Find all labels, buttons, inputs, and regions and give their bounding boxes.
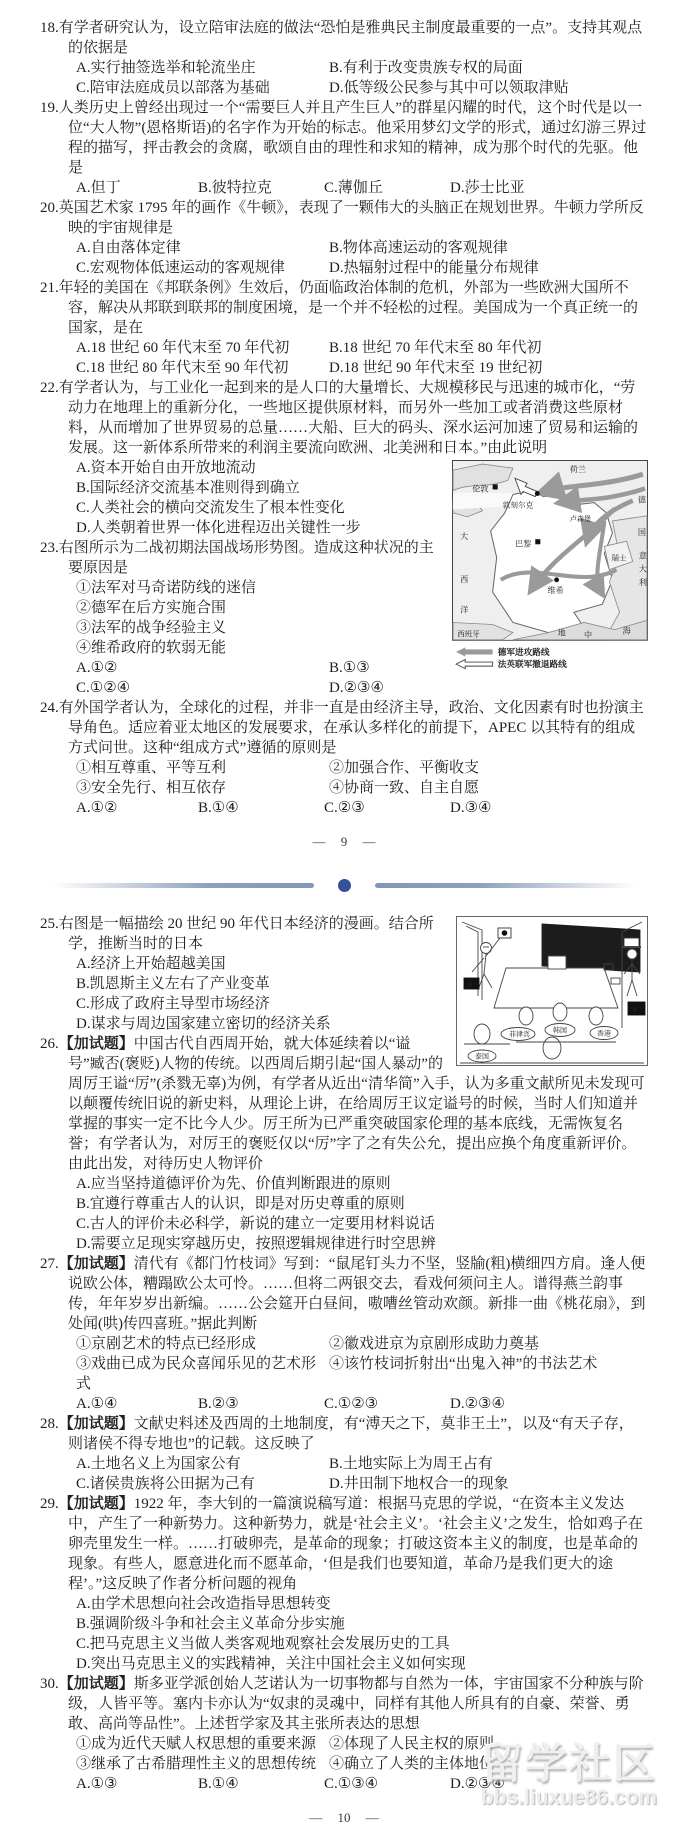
subitem-4: ④维希政府的软弱无能: [76, 640, 227, 656]
question-stem: 清代有《都门竹枝词》写到：“鼠尾钉头力不坚，竖牏(粗)横细四方肩。逢人便说欧公体，糟蹋欧公太可怜。……但将二两银交去，看戏何须问主人。谱得燕兰韵事传，年年岁岁出新编。……公会筵开白昼间，嗷嘈丝管动欢颜。新排一曲《桃花扇》，到处闻(哄)传四喜班。”据此判断: [68, 1256, 646, 1332]
question-27: [40, 1254, 648, 1414]
option-d: D.低等级公民参与其中可以领取津贴: [329, 80, 569, 96]
subitem-1: ①法军对马奇诺防线的迷信: [76, 580, 257, 596]
option-c: C.薄伽丘: [324, 180, 383, 196]
question-stem: 人类历史上曾经出现过一个“需要巨人并且产生巨人”的群星闪耀的时代，这个时代是以一位“大人物”(恩格斯语)的名字作为开始的标志。他采用梦幻文学的形式，通过幻游三界过程的描写，抨击教会的贪腐，歌颂自由的理性和求知的精神，成为那个时代的先驱。他是: [58, 100, 647, 176]
subitem-3: ③法军的战争经验主义: [76, 620, 227, 636]
answer-d: D.②③④: [450, 1396, 505, 1412]
question-22-head: [40, 378, 648, 458]
question-19-head: [40, 98, 648, 178]
answers-row: [40, 1774, 648, 1794]
answer-b: B.②③: [198, 1396, 239, 1412]
page-number-9: — 9 —: [312, 834, 376, 849]
subitem-2: ②德军在后方实施合围: [76, 600, 227, 616]
option-d: D.18 世纪 90 年代末至 19 世纪初: [329, 360, 543, 376]
subitem-2: ②体现了人民主权的原则: [329, 1736, 495, 1752]
watermark-logo: 留学社区: [480, 1740, 657, 1787]
subitem-2: ②加强合作、平衡收支: [329, 760, 480, 776]
economy-cartoon-figure: [456, 916, 648, 1066]
answer-c: C.①③④: [324, 1776, 379, 1792]
subitems-row: [40, 758, 648, 778]
map-label-med-1: 地: [557, 628, 566, 638]
question-21-head: [40, 278, 648, 338]
option-d: D.井田制下地权合一的现象: [329, 1476, 509, 1492]
question-stem: 中国古代自西周开始，就大体延续着以“谥号”臧否(褒贬)人物的传统。以西周后期引起“国人暴动”的周厉王谥“厉”(杀戮无辜)为例，有学者从近出“清华简”入手，认为多重文献所见未发现可以颠覆传统旧说的新史料，从理论上讲，在给周厉王议定谥号的时候，当时人们知道并掌握的事实一定不比今人少。厉王所为已严重突破国家伦理的基本底线，无需恢复名誉；有学者认为，对厉王的褒贬仅以“厉”字了之有失公允，提出应换个角度重新评价。由此出发，对待历史人物评价: [68, 1036, 645, 1172]
question-number: 30.: [40, 1676, 59, 1692]
question-21: [40, 278, 648, 378]
watermark-url: bbs.liuxue86.com: [480, 1786, 658, 1809]
options-row: [40, 1454, 648, 1474]
question-number: 20.: [40, 200, 59, 216]
option-d: D.突出马克思主义的实践精神，关注中国社会主义如何实现: [76, 1656, 466, 1672]
options-row: [40, 258, 648, 278]
question-19: [40, 98, 648, 198]
option-d: D.谋求与周边国家建立密切的经济关系: [76, 1016, 331, 1032]
options-row: [40, 338, 648, 358]
subitem-1: ①相互尊重、平等互利: [76, 760, 227, 776]
options-row: [40, 358, 648, 378]
subitem-1: ①京剧艺术的特点已经形成: [76, 1336, 257, 1352]
option-c: C.18 世纪 80 年代末至 90 年代初: [76, 360, 289, 376]
answer-b: B.①③: [329, 660, 370, 676]
map-label-italy-3: 利: [638, 577, 647, 587]
legend-attack-label: 德军进攻路线: [497, 646, 550, 657]
student-tag-thailand: 泰国: [475, 1052, 489, 1061]
map-label-switzerland: 瑞士: [611, 553, 627, 563]
option-a: A.自由落体定律: [76, 240, 181, 256]
question-30: [40, 1674, 648, 1794]
extra-question-tag: 【加试题】: [58, 1256, 134, 1272]
question-30-head: [40, 1674, 648, 1734]
option-b: B.强调阶级斗争和社会主义革命分步实施: [76, 1616, 345, 1632]
question-20-head: [40, 198, 648, 238]
answer-b: B.①④: [198, 1776, 239, 1792]
option-b: B.国际经济交流基本准则得到确立: [76, 480, 300, 496]
subitem-4: ④该竹枝词折射出“出鬼入神”的书法艺术: [329, 1356, 598, 1372]
map-label-germany-2: 国: [637, 528, 646, 538]
answers-row: [40, 798, 648, 818]
answer-d: D.②③④: [329, 680, 384, 696]
question-number: 22.: [40, 380, 59, 396]
option-a: A.经济上开始超越美国: [76, 956, 226, 972]
divider-line-right: [375, 883, 637, 888]
question-number: 29.: [40, 1496, 59, 1512]
question-stem: 斯多亚学派创始人芝诺认为一切事物都与自然为一体，宇宙国家不分种族与阶级，人皆平等。塞内卡亦认为“奴隶的灵魂中，同样有其他人所具有的自豪、荣誉、勇敢、高尚等品性”。上述哲学家及其主张所表达的思想: [68, 1676, 644, 1732]
option-a: A.资本开始自由开放地流动: [76, 460, 256, 476]
question-20: [40, 198, 648, 278]
answer-c: C.①②③: [324, 1396, 379, 1412]
map-label-vichy: 维希: [547, 586, 564, 596]
battle-map-figure: [452, 460, 648, 671]
map-label-paris: 巴黎: [514, 539, 532, 549]
option-a: A.土地名义上为国家公有: [76, 1456, 241, 1472]
question-24-head: [40, 698, 648, 758]
map-label-london: 伦敦: [472, 484, 489, 494]
answer-a: A.①③: [76, 1776, 118, 1792]
money-bag-dollar-icon: $: [468, 980, 472, 989]
options-row: [40, 238, 648, 258]
subitems-row: [40, 1334, 648, 1354]
extra-question-tag: 【加试题】: [58, 1416, 134, 1432]
option-b: B.彼特拉克: [198, 180, 272, 196]
subitems-row: [40, 1354, 648, 1394]
map-label-atlantic-1: 大: [460, 532, 469, 542]
option-b: B.凯恩斯主义左右了产业变革: [76, 976, 270, 992]
extra-question-tag: 【加试题】: [58, 1036, 134, 1052]
subitem-4: ④协商一致、自主自愿: [329, 780, 480, 796]
option-d: D.需要立足现实穿越历史，按照逻辑规律进行时空思辨: [76, 1236, 436, 1252]
map-label-atlantic-3: 洋: [460, 605, 469, 615]
option-c: C.古人的评价未必科学，新说的建立一定要用材料说话: [76, 1216, 435, 1232]
option-c: C.人类社会的横向交流发生了根本性变化: [76, 500, 345, 516]
economy-cartoon: [456, 916, 648, 1066]
question-stem: 有学者认为，与工业化一起到来的是人口的大量增长、大规模移民与迅速的城市化，“劳动力在地理上的重新分化，一些地区提供原材料，而另外一些加工或者消费这些原材料，从而增加了世界贸易的总量……大船、巨大的码头、深水运河加速了贸易和运输的发展。这一新体系所带来的利润主要流向欧洲、北美洲和日本。”由此说明: [58, 380, 639, 456]
option-c: C.形成了政府主导型市场经济: [76, 996, 270, 1012]
question-stem: 文献史料述及西周的土地制度，有“溥天之下，莫非王土”，以及“有天子存，则诸侯不得专地也”的记载。这反映了: [68, 1416, 634, 1452]
divider-dot-icon: [338, 879, 351, 892]
question-number: 18.: [40, 20, 59, 36]
question-stem: 有学者研究认为，设立陪审法庭的做法“恐怕是雅典民主制度最重要的一点”。支持其观点的依据是: [58, 20, 643, 56]
map-label-med-3: 海: [622, 626, 631, 636]
question-28-head: [40, 1414, 648, 1454]
map-label-med-2: 中: [584, 630, 593, 640]
question-18: [40, 18, 648, 98]
question-29-head: [40, 1494, 648, 1594]
options-row: [40, 1474, 648, 1494]
map-label-netherlands: 荷兰: [569, 465, 587, 475]
subitems-row: [40, 778, 648, 798]
answer-c: C.②③: [324, 800, 365, 816]
map-label-germany-1: 德: [637, 495, 646, 505]
subitem-2: ②徽戏进京为京剧形成助力奠基: [329, 1336, 540, 1352]
question-number: 19.: [40, 100, 59, 116]
subitem-3: ③继承了古希腊理性主义的思想传统: [76, 1756, 317, 1772]
answers-row: [40, 1394, 648, 1414]
question-stem: 右图是一幅描绘 20 世纪 90 年代日本经济的漫画。结合所学，推断当时的日本: [58, 916, 434, 952]
legend-retreat-label: 法英联军撤退路线: [497, 659, 567, 670]
option-a: A.18 世纪 60 年代末至 70 年代初: [76, 340, 290, 356]
answers-row: [40, 678, 648, 698]
question-28: [40, 1414, 648, 1494]
option-a: A.但丁: [76, 180, 121, 196]
answer-b: B.①④: [198, 800, 239, 816]
page-divider: [40, 878, 648, 892]
map-legend: [456, 646, 567, 669]
subitems-row: [40, 1734, 648, 1754]
map-label-luxembourg: 卢森堡: [569, 514, 592, 523]
options-row: [40, 78, 648, 98]
option-d: D.人类朝着世界一体化进程迈出关键性一步: [76, 520, 361, 536]
page-number-10: — 10 —: [309, 1810, 379, 1825]
question-number: 23.: [40, 540, 59, 556]
option-b: B.有利于改变贵族专权的局面: [329, 60, 523, 76]
question-29: [40, 1494, 648, 1674]
option-a: A.应当坚持道德评价为先、价值判断跟进的原则: [76, 1176, 391, 1192]
question-18-head: [40, 18, 648, 58]
option-d: D.莎士比亚: [450, 180, 525, 196]
battle-map: [452, 460, 648, 671]
question-26: [40, 1034, 648, 1254]
option-a: A.由学术思想向社会改造指导思想转变: [76, 1596, 331, 1612]
option-d: D.热辐射过程中的能量分布规律: [329, 260, 539, 276]
option-a: A.实行抽签选举和轮流坐庄: [76, 60, 256, 76]
option-b: B.物体高速运动的客观规律: [329, 240, 508, 256]
question-24: [40, 698, 648, 818]
subitem-3: ③安全先行、相互依存: [76, 780, 227, 796]
map-label-italy-2: 大: [638, 564, 647, 574]
map-label-italy-1: 意: [638, 551, 647, 561]
question-number: 24.: [40, 700, 59, 716]
answer-a: A.①②: [76, 660, 118, 676]
map-label-dunkirk: 敦刻尔克: [502, 500, 534, 510]
extra-question-tag: 【加试题】: [58, 1496, 134, 1512]
subitem-3: ③戏曲已成为民众喜闻乐见的艺术形式: [76, 1356, 317, 1392]
money-bag-dollar-icon: $: [633, 1005, 637, 1015]
option-b: B.18 世纪 70 年代末至 80 年代初: [329, 340, 542, 356]
student-tag-philippines: 菲律宾: [509, 1030, 530, 1039]
cartoon-shapes: [457, 917, 648, 1066]
options-row: [40, 58, 648, 78]
student-tag-korea: 韩国: [553, 1026, 567, 1035]
answer-a: A.①④: [76, 1396, 118, 1412]
option-b: B.土地实际上为周王占有: [329, 1456, 493, 1472]
option-c: C.诸侯贵族将公田据为己有: [76, 1476, 255, 1492]
extra-question-tag: 【加试题】: [58, 1676, 134, 1692]
question-stem: 年轻的美国在《邦联条例》生效后，仍面临政治体制的危机，外部为一些欧洲大国所不容，解决从邦联到联邦的制度困境，是一个并不轻松的过程。美国成为一个真正统一的国家，是在: [58, 280, 639, 336]
question-stem: 英国艺术家 1795 年的画作《牛顿》，表现了一颗伟大的头脑正在规划世界。牛顿力学所反映的宇宙规律是: [58, 200, 644, 236]
subitems-row: [40, 1754, 648, 1774]
student-tag-hongkong: 香港: [597, 1029, 611, 1038]
map-label-atlantic-2: 西: [460, 574, 469, 584]
question-number: 25.: [40, 916, 59, 932]
option-c: C.把马克思主义当做人类客观地观察社会发展历史的工具: [76, 1636, 450, 1652]
answer-d: D.③④: [450, 800, 492, 816]
answer-a: A.①②: [76, 800, 118, 816]
question-number: 21.: [40, 280, 59, 296]
answer-c: C.①②④: [76, 680, 131, 696]
option-c: C.陪审法庭成员以部落为基础: [76, 80, 270, 96]
map-label-spain: 西班牙: [457, 629, 480, 639]
option-c: C.宏观物体低速运动的客观规律: [76, 260, 285, 276]
subitem-1: ①成为近代天赋人权思想的重要来源: [76, 1736, 317, 1752]
option-b: B.宜遵行尊重古人的认识，即是对历史尊重的原则: [76, 1196, 405, 1212]
question-stem: 1922 年，李大钊的一篇演说稿写道：根据马克思的学说，“在资本主义发达中，产生了一种新势力。这种新势力，就是‘社会主义’。‘社会主义’之发生，恰如鸡子在卵壳里发生一样。……打破卵壳，是革命的现象；打破这资本主义的制度，也是革命的现象。有些人，愿意进化而不愿革命，‘但是我们也要知道，革命乃是我们更大的途程’。”这反映了作者分析问题的视角: [68, 1496, 643, 1592]
subitem-4: ④确立了人类的主体地位: [329, 1756, 495, 1772]
question-stem: 右图所示为二战初期法国战场形势图。造成这种状况的主要原因是: [58, 540, 434, 576]
answer-d: D.②③④: [450, 1776, 505, 1792]
options-row: [40, 178, 648, 198]
question-number: 28.: [40, 1416, 59, 1432]
question-number: 26.: [40, 1036, 59, 1052]
divider-line-left: [52, 883, 314, 888]
question-stem: 有外国学者认为，全球化的过程，并非一直是由经济主导，政治、文化因素有时也扮演主导角色。适应着亚太地区的发展要求，在承认多样化的前提下，APEC 以其特有的组成方式问世。这种“组成方式”遵循的原则是: [58, 700, 644, 756]
question-27-head: [40, 1254, 648, 1334]
question-number: 27.: [40, 1256, 59, 1272]
